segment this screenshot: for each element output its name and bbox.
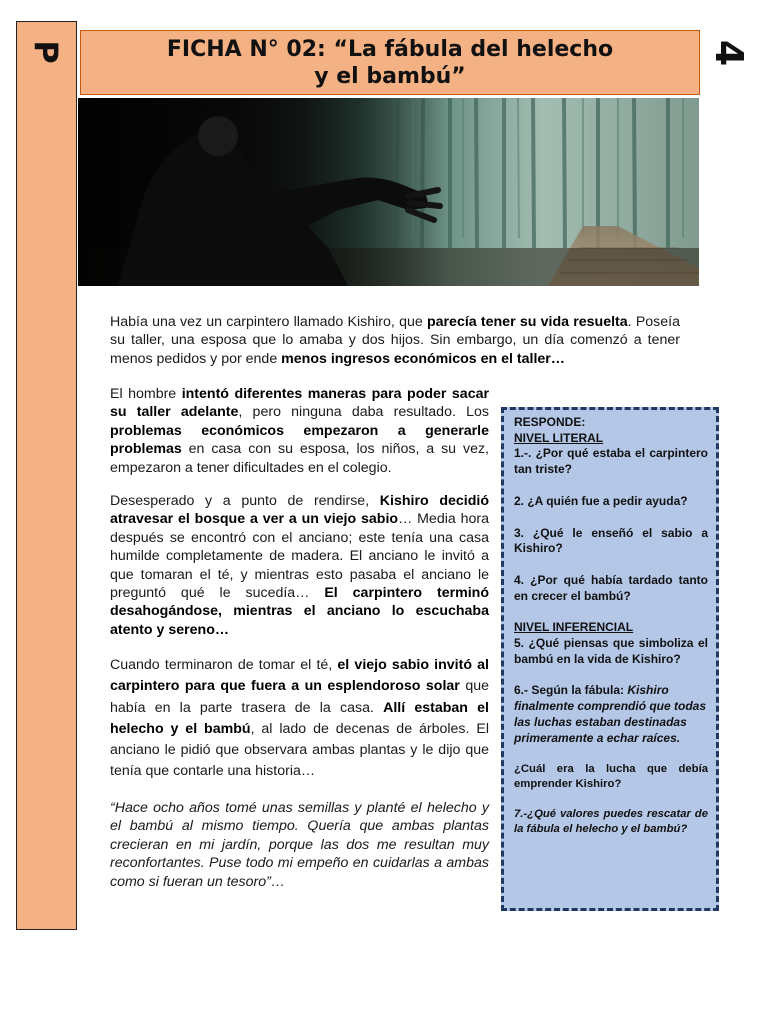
text-0: El hombre [110, 386, 182, 402]
side-tab-letter: P [27, 40, 65, 64]
emphasis-3: menos ingresos económicos en el taller… [281, 350, 565, 367]
question-6-follow: ¿Cuál era la lucha que debía emprender Kishiro? [514, 763, 708, 790]
story-paragraph-4 [110, 655, 489, 783]
emphasis-1: Kishiro decidió atravesar el bosque a ver a un viejo sabio [110, 493, 489, 528]
question-6 [514, 683, 708, 746]
hero-image [78, 98, 699, 286]
question-4: 4. ¿Por qué había tardado tanto en crecer el bambú? [514, 572, 708, 603]
text-0: Desesperado y a punto de rendirse, [110, 493, 380, 509]
emphasis-1: el viejo sabio invitó al carpintero para que fuera a un esplendoroso solar [110, 657, 489, 695]
questions-heading: RESPONDE: [514, 415, 586, 429]
text-2: que había en la parte trasera de la casa. [110, 678, 489, 716]
emphasis-1: intentó diferentes maneras para poder sacar su taller adelante [110, 386, 489, 421]
question-7: 7.-¿Qué valores puedes rescatar de la fábula el helecho y el bambú? [514, 808, 708, 835]
side-tab-bar [16, 21, 77, 930]
questions-box [501, 407, 719, 911]
emphasis-3: Allí estaban el helecho y el bambú [110, 699, 489, 737]
text-0: Había una vez un carpintero llamado Kishiro, que [110, 314, 427, 330]
page-title [110, 36, 670, 90]
page-number: 4 [707, 39, 751, 67]
text-2: . Poseía su taller, una esposa que lo amaba y dos hijos. Sin embargo, un día comenzó a tener menos pedidos y por ende [110, 314, 680, 367]
text-4: en casa con su esposa, los niños, a su vez, empezaron a tener dificultades en el colegio. [110, 441, 489, 476]
question-5: 5. ¿Qué piensas que simboliza el bambú en la vida de Kishiro? [514, 636, 708, 666]
question-2: 2. ¿A quién fue a pedir ayuda? [514, 493, 688, 508]
story-paragraph-5-quote: “Hace ocho años tomé unas semillas y planté el helecho y el bambú al mismo tiempo. Quería que ambas plantas crecieran en mi jardín, porque las dos me resultan muy reconfortantes. Puse todo mi empeño en cuidarlas a ambas como si fueran un tesoro”… [110, 800, 489, 890]
inferential-level-heading: NIVEL INFERENCIAL [514, 620, 634, 635]
emphasis-1: parecía tener su vida resuelta [426, 314, 628, 330]
title-line-2: y el bambú” [314, 63, 466, 89]
question-3: 3. ¿Qué le enseñó el sabio a Kishiro? [514, 525, 708, 556]
story-paragraph-1 [110, 313, 680, 368]
text-2: , pero ninguna daba resultado. Los [238, 404, 489, 421]
emphasis-3: El carpintero terminó desahogándose, mientras el anciano lo escuchaba atento y sereno… [110, 585, 489, 638]
title-box [80, 30, 700, 95]
question-6-prefix: 6.- Según la fábula: [514, 683, 628, 698]
literal-level-heading: NIVEL LITERAL [514, 430, 604, 445]
text-2: … Media hora después se encontró con el anciano; este tenía una casa humilde completamente de madera. El anciano le invitó a que tomaran el té, y mientras esto pasaba el anciano le preguntó qué le sucedía… [110, 511, 490, 602]
question-6-quote: Kishiro finalmente comprendió que todas las luchas estaban destinadas primeramente a echar raíces. [514, 683, 707, 745]
emphasis-3: problemas económicos empezaron a generarle problemas [110, 422, 489, 458]
text-4: , al lado de decenas de árboles. El anciano le pidió que observara ambas plantas y le dijo que tenía que contarle una historia… [110, 720, 489, 780]
hero-illustration [78, 98, 699, 286]
question-1: 1.-. ¿Por qué estaba el carpintero tan triste? [514, 446, 708, 477]
story-paragraph-2 [110, 385, 489, 477]
story-paragraph-3 [110, 492, 489, 639]
title-line-1: FICHA N° 02: “La fábula del helecho [166, 36, 614, 62]
text-0: Cuando terminaron de tomar el té, [110, 657, 338, 673]
